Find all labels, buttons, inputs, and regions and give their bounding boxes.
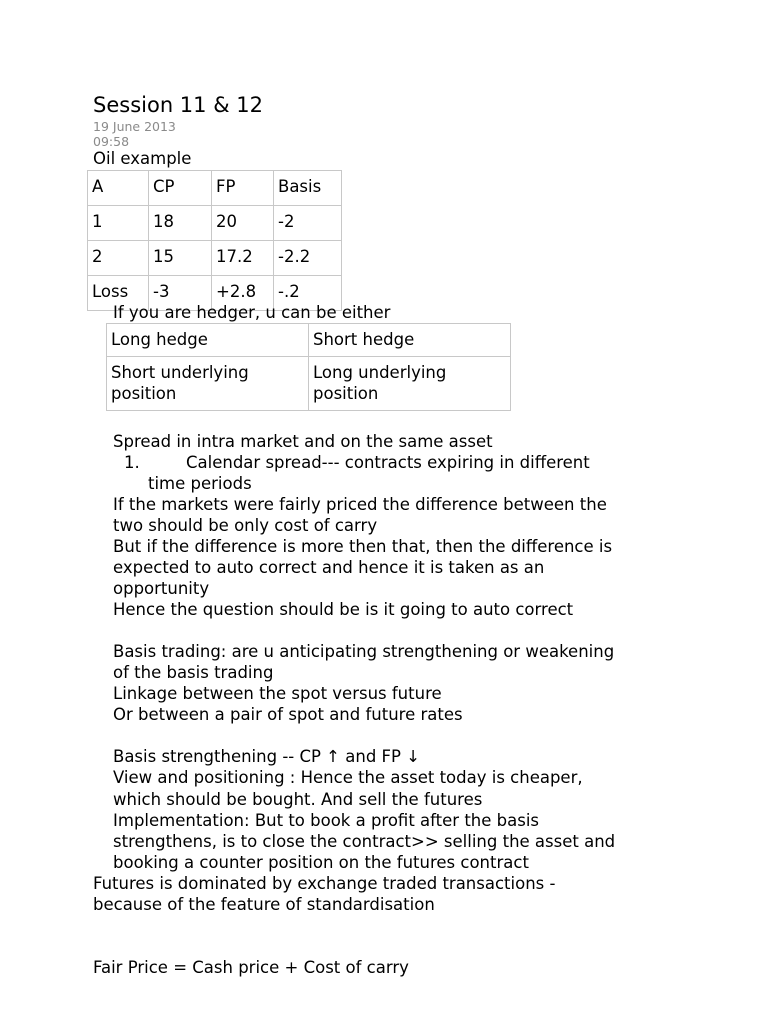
hedge-table [106, 323, 511, 411]
table-cell: -2 [274, 206, 342, 241]
table-header-cell: Short hedge [309, 324, 511, 357]
list-item-line: time periods [148, 474, 252, 493]
table-cell: Loss [88, 276, 149, 311]
note-date: 19 June 2013 [93, 119, 176, 134]
paragraph-line: expected to auto correct and hence it is taken as an [113, 558, 545, 577]
paragraph-line: But if the difference is more then that, then the difference is [113, 537, 613, 556]
table-header-cell: Long hedge [107, 324, 309, 357]
oil-example-table [87, 170, 342, 311]
table-cell: 15 [149, 241, 212, 276]
table-header-cell: CP [149, 171, 212, 206]
table-cell: 2 [88, 241, 149, 276]
page-title: Session 11 & 12 [93, 93, 263, 117]
table-cell: -.2 [274, 276, 342, 311]
table-cell: -2.2 [274, 241, 342, 276]
list-item-line: Calendar spread--- contracts expiring in different [186, 453, 590, 472]
paragraph-line: Implementation: But to book a profit after the basis [113, 811, 540, 830]
table-cell: Long underlying position [309, 357, 511, 411]
paragraph-line: two should be only cost of carry [113, 516, 378, 535]
table-header-row [107, 324, 511, 357]
paragraph-line: Or between a pair of spot and future rates [113, 705, 463, 724]
note-time: 09:58 [93, 134, 130, 149]
paragraph-line: Hence the question should be is it going to auto correct [113, 600, 574, 619]
paragraph-line: Basis trading: are u anticipating strengthening or weakening [113, 642, 615, 661]
list-number: 1. [124, 453, 140, 472]
table-header-row [88, 171, 342, 206]
hedger-intro: If you are hedger, u can be either [113, 303, 391, 322]
paragraph-line: Linkage between the spot versus future [113, 684, 442, 703]
paragraph-line: Basis strengthening -- CP ↑ and FP ↓ [113, 747, 421, 766]
table-header-cell: FP [212, 171, 274, 206]
paragraph-line: View and positioning : Hence the asset today is cheaper, [113, 768, 583, 787]
paragraph-line: strengthens, is to close the contract>> selling the asset and [113, 832, 616, 851]
table-cell: +2.8 [212, 276, 274, 311]
table-cell: 17.2 [212, 241, 274, 276]
fair-price-formula: Fair Price = Cash price + Cost of carry [93, 958, 409, 977]
table-row [88, 206, 342, 241]
table-row [88, 241, 342, 276]
table-row [107, 357, 511, 411]
paragraph-line: which should be bought. And sell the futures [113, 790, 483, 809]
paragraph-line: booking a counter position on the futures contract [113, 853, 529, 872]
paragraph-line: because of the feature of standardisation [93, 895, 435, 914]
table-cell: -3 [149, 276, 212, 311]
table-cell: 18 [149, 206, 212, 241]
table-cell: 1 [88, 206, 149, 241]
table-cell: 20 [212, 206, 274, 241]
spread-intro: Spread in intra market and on the same asset [113, 432, 493, 451]
paragraph-line: opportunity [113, 579, 210, 598]
table-cell: Short underlying position [107, 357, 309, 411]
paragraph-line: If the markets were fairly priced the difference between the [113, 495, 607, 514]
table-header-cell: Basis [274, 171, 342, 206]
table-header-cell: A [88, 171, 149, 206]
oil-example-heading: Oil example [93, 149, 192, 168]
paragraph-line: Futures is dominated by exchange traded transactions - [93, 874, 556, 893]
paragraph-line: of the basis trading [113, 663, 274, 682]
